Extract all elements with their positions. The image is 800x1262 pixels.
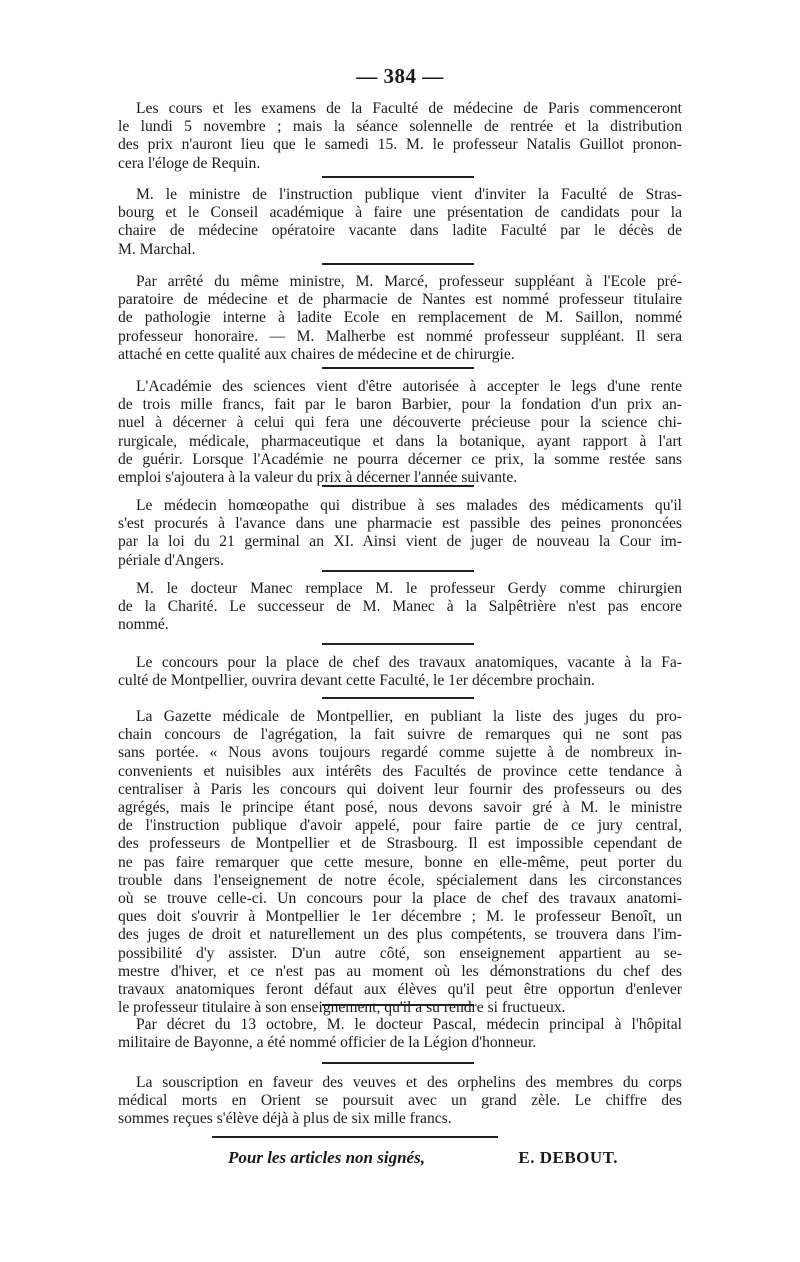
text-line: culté de Montpellier, ouvrira devant cette Faculté, le 1er décembre prochain. [118, 672, 595, 690]
text-line: convenients et nuisibles aux intérêts des Facultés de province cette tendance à [118, 762, 682, 780]
news-paragraph [118, 497, 682, 570]
news-paragraph [118, 1074, 682, 1129]
text-line: Par décret du 13 octobre, M. le docteur Pascal, médecin principal à l'hôpital [136, 1016, 682, 1033]
text-line: emploi s'ajoutera à la valeur du prix à décerner l'année suivante. [118, 469, 518, 487]
separator-rule [322, 643, 474, 645]
news-paragraph [118, 708, 682, 1017]
text-line: le professeur titulaire à son enseignement, qu'il a su rendre si fructueux. [118, 999, 566, 1017]
text-line: rurgicale, médicale, pharmaceutique et dans la botanique, ayant rapport à l'art [118, 432, 682, 450]
text-line: ques doit s'ouvrir à Montpellier le 1er décembre ; M. le professeur Benoît, un [118, 908, 682, 926]
text-line: agrégés, mais le principe étant posé, nous devons savoir gré à M. le ministre [118, 799, 682, 817]
text-line: militaire de Bayonne, a été nommé officier de la Légion d'honneur. [118, 1034, 537, 1052]
separator-rule [322, 1004, 474, 1006]
news-paragraph [118, 654, 682, 690]
text-line: sans portée. « Nous avons toujours regardé comme sujette à de nombreux in- [118, 744, 682, 762]
text-line: Les cours et les examens de la Faculté de médecine de Paris commenceront [136, 100, 682, 117]
text-line: La souscription en faveur des veuves et des orphelins des membres du corps [136, 1074, 682, 1091]
text-line: professeur honoraire. — M. Malherbe est nommé professeur suppléant. Il sera [118, 327, 682, 345]
text-line: M. le docteur Manec remplace M. le professeur Gerdy comme chirurgien [136, 580, 682, 597]
text-line: des professeurs de Montpellier et de Strasbourg. Il est impossible cependant de [118, 835, 682, 853]
text-line: chaire de médecine opératoire vacante dans ladite Faculté par le décès de [118, 222, 682, 240]
text-line: bourg et le Conseil académique à faire une présentation de candidats pour la [118, 204, 682, 222]
text-line: L'Académie des sciences vient d'être autorisée à accepter le legs d'une rente [136, 378, 682, 395]
text-line: nuel à décerner à celui qui fera une découverte précieuse pour la science chi- [118, 414, 682, 432]
news-paragraph [118, 100, 682, 173]
text-line: de trois mille francs, fait par le baron Barbier, pour la fondation d'un prix an- [118, 396, 682, 414]
text-line: M. le ministre de l'instruction publique vient d'inviter la Faculté de Stras- [136, 186, 682, 203]
news-paragraph [118, 273, 682, 364]
news-paragraph [118, 378, 682, 487]
separator-rule [322, 176, 474, 178]
separator-rule [322, 367, 474, 369]
text-line: s'est procurés à l'avance dans une pharmacie est passible des peines prononcées [118, 515, 682, 533]
text-line: chain concours de l'agrégation, la fait suivre de remarques qui ne sont pas [118, 726, 682, 744]
news-paragraph [118, 1016, 682, 1052]
news-paragraph [118, 580, 682, 635]
text-line: sommes reçues s'élève déjà à plus de six mille francs. [118, 1110, 452, 1128]
footer-note: Pour les articles non signés, [228, 1148, 425, 1167]
text-line: mestre d'hiver, et ce n'est pas au moment où les démonstrations du chef des [118, 962, 682, 980]
text-line: des juges de droit et naturellement un des plus compétents, se trouvera dans l'im- [118, 926, 682, 944]
text-line: attaché en cette qualité aux chaires de médecine et de chirurgie. [118, 345, 515, 363]
text-line: ne pas faire remarquer que cette mesure, bonne en elle-même, peut porter du [118, 853, 682, 871]
text-line: trouble dans l'enseignement de notre école, spécialement dans les circonstances [118, 871, 682, 889]
text-line: possibilité d'y assister. D'un autre côté, son enseignement appartient au se- [118, 944, 682, 962]
text-line: Le concours pour la place de chef des travaux anatomiques, vacante à la Fa- [136, 654, 682, 671]
text-line: le lundi 5 novembre ; mais la séance solennelle de rentrée et la distribution [118, 118, 682, 136]
text-line: de la Charité. Le successeur de M. Manec à la Salpêtrière n'est pas encore [118, 598, 682, 616]
text-line: paratoire de médecine et de pharmacie de Nantes est nommé professeur titulaire [118, 291, 682, 309]
text-line: où se trouve celle-ci. Un concours pour la place de chef des travaux anatomi- [118, 890, 682, 908]
text-line: travaux anatomiques feront défaut aux élèves qu'il peut être opportun d'enlever [118, 981, 682, 999]
text-line: nommé. [118, 616, 169, 634]
text-line: de guérir. Lorsque l'Académie ne pourra décerner ce prix, la somme restée sans [118, 450, 682, 468]
editor-signature: E. DEBOUT. [518, 1148, 618, 1167]
separator-rule [322, 263, 474, 265]
text-line: La Gazette médicale de Montpellier, en publiant la liste des juges du pro- [136, 708, 682, 725]
text-line: médical morts en Orient se poursuit avec un grand zèle. Le chiffre des [118, 1092, 682, 1110]
news-paragraph [118, 186, 682, 259]
text-line: Par arrêté du même ministre, M. Marcé, professeur suppléant à l'Ecole pré- [136, 273, 682, 290]
text-line: périale d'Angers. [118, 551, 224, 569]
text-line: Le médecin homœopathe qui distribue à ses malades des médicaments qu'il [136, 497, 682, 514]
separator-rule [322, 1062, 474, 1064]
text-line: par la loi du 21 germinal an XI. Ainsi vient de juger de nouveau la Cour im- [118, 533, 682, 551]
separator-rule [212, 1136, 498, 1138]
text-line: de pathologie interne à ladite Ecole en remplacement de M. Saillon, nommé [118, 309, 682, 327]
text-line: centraliser à Paris les concours qui doivent leur fournir des professeurs ou des [118, 780, 682, 798]
separator-rule [322, 697, 474, 699]
text-line: des prix n'auront lieu que le samedi 15. M. le professeur Natalis Guillot pronon- [118, 136, 682, 154]
separator-rule [322, 570, 474, 572]
text-line: cera l'éloge de Requin. [118, 154, 261, 172]
text-line: de l'instruction publique d'avoir appelé, pour faire partie de ce jury central, [118, 817, 682, 835]
separator-rule [322, 485, 474, 487]
page-number: — 384 — [356, 64, 444, 88]
text-line: M. Marchal. [118, 240, 196, 258]
